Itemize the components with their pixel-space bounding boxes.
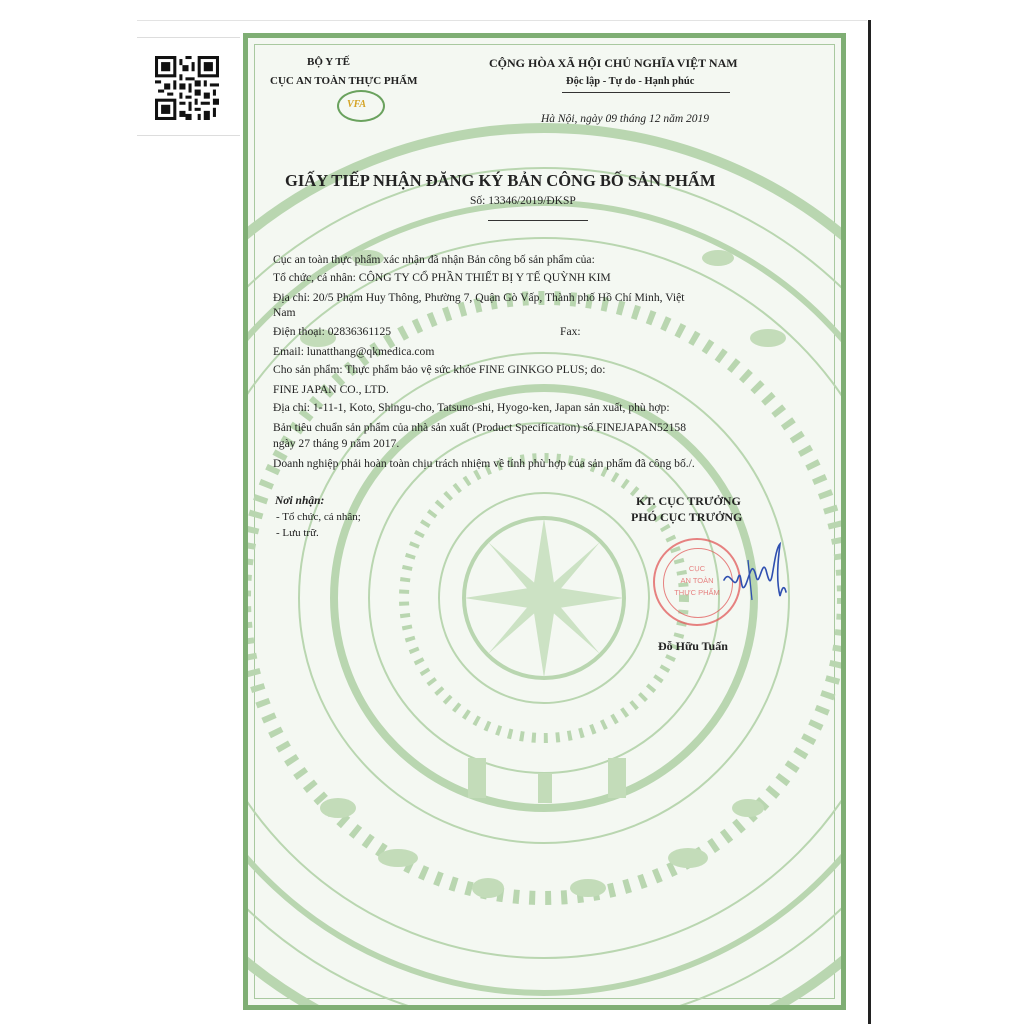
- phone-line: Điện thoại: 02836361125: [273, 325, 392, 338]
- standard-line-2: ngày 27 tháng 9 năm 2017.: [273, 437, 400, 450]
- qr-code-icon: [155, 56, 219, 120]
- manufacturer-address-line: Địa chỉ: 1-11-1, Koto, Shingu-cho, Tatsuno-shi, Hyogo-ken, Japan sản xuất, phù hợp:: [273, 401, 670, 414]
- fax-line: Fax:: [560, 325, 581, 338]
- standard-line-1: Bản tiêu chuẩn sản phẩm của nhà sản xuất (Product Specification) số FINEJAPAN52158: [273, 421, 687, 434]
- date-line: Hà Nội, ngày 09 tháng 12 năm 2019: [541, 113, 710, 125]
- recipient-item: - Lưu trữ.: [276, 527, 319, 539]
- product-line: Cho sản phẩm: Thực phẩm bảo vệ sức khỏe FINE GINKGO PLUS; do:: [273, 363, 606, 376]
- email-line: Email: lunatthang@qkmedica.com: [273, 345, 435, 358]
- address-line-2: Nam: [273, 306, 296, 319]
- title-underline: [488, 220, 588, 221]
- signature-title-1: KT. CỤC TRƯỞNG: [636, 494, 741, 508]
- seal-text-bottom: THỰC PHẨM: [674, 588, 720, 597]
- qr-panel: [137, 37, 240, 136]
- vfa-logo: [337, 90, 387, 124]
- page-top-rule: [137, 20, 867, 21]
- ministry-name: BỘ Y TẾ: [307, 56, 350, 68]
- recipients-heading: Nơi nhận:: [275, 495, 325, 507]
- organization-line: Tổ chức, cá nhân: CÔNG TY CỔ PHẦN THIẾT BỊ Y TẾ QUỲNH KIM: [273, 271, 611, 284]
- seal-text-top: CỤC: [688, 564, 706, 573]
- seal-text-middle: AN TOÀN: [680, 576, 714, 585]
- address-line-1: Địa chỉ: 20/5 Phạm Huy Thông, Phường 7, Quận Gò Vấp, Thành phố Hồ Chí Minh, Việt: [273, 291, 685, 304]
- signer-name: Đỗ Hữu Tuấn: [658, 639, 728, 653]
- document-title: GIẤY TIẾP NHẬN ĐĂNG KÝ BẢN CÔNG BỐ SẢN PHẨM: [285, 171, 716, 190]
- motto-underline: [562, 92, 730, 93]
- page-right-edge: [868, 20, 871, 1024]
- logo-text: VFA: [347, 99, 367, 110]
- signature-title-2: PHÓ CỤC TRƯỞNG: [631, 510, 743, 524]
- manufacturer-line: FINE JAPAN CO., LTD.: [273, 383, 389, 396]
- document-number: Số: 13346/2019/ĐKSP: [470, 195, 576, 207]
- country-name: CỘNG HÒA XÃ HỘI CHỦ NGHĨA VIỆT NAM: [489, 56, 738, 70]
- handwritten-signature: [718, 540, 790, 610]
- recipient-item: - Tổ chức, cá nhân;: [276, 511, 361, 523]
- agency-name: CỤC AN TOÀN THỰC PHẨM: [270, 75, 418, 87]
- responsibility-line: Doanh nghiệp phải hoàn toàn chịu trách nhiệm về tính phù hợp của sản phẩm đã công bố./.: [273, 457, 695, 470]
- intro-text: Cục an toàn thực phẩm xác nhận đã nhận Bản công bố sản phẩm của:: [273, 253, 595, 266]
- motto: Độc lập - Tự do - Hạnh phúc: [566, 76, 695, 87]
